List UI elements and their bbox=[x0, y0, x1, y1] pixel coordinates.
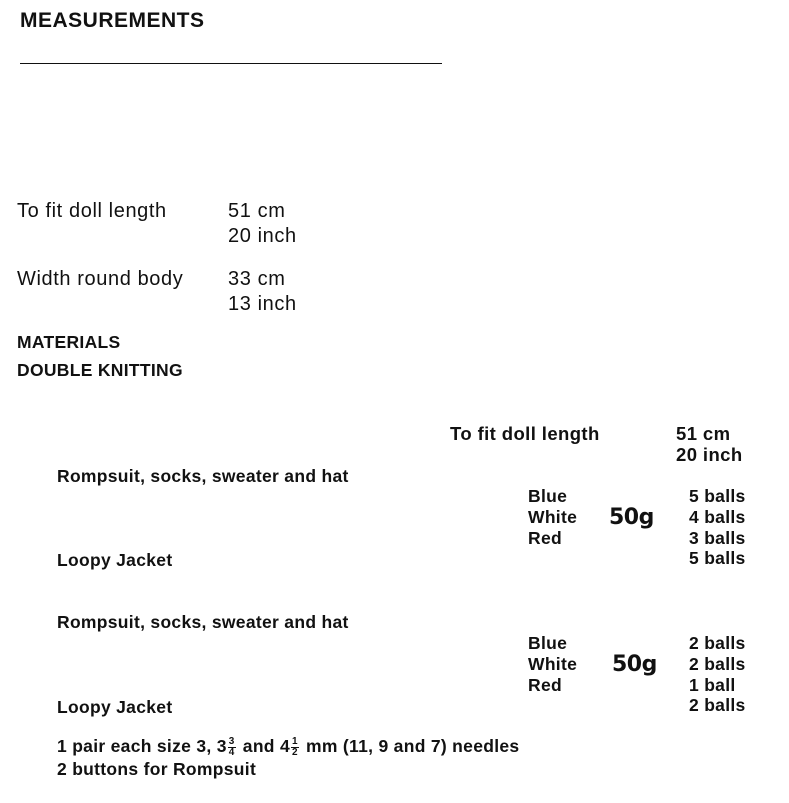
group-2-colour-blue: Blue bbox=[528, 633, 568, 653]
fraction-1-denominator: 4 bbox=[228, 746, 235, 758]
width-inch: 13 inch bbox=[228, 293, 297, 315]
group-1-colour-red: Red bbox=[528, 528, 562, 548]
group-1-qty-white: 4 balls bbox=[689, 507, 746, 527]
group-2-qty-blue: 2 balls bbox=[689, 633, 746, 653]
group-1-colours bbox=[528, 486, 577, 549]
doll-length-values bbox=[228, 199, 297, 249]
width-values bbox=[228, 267, 297, 317]
group-2-extra-qty: 2 balls bbox=[689, 695, 746, 715]
group-2-extra-item: Loopy Jacket bbox=[57, 697, 173, 717]
group-1-colour-blue: Blue bbox=[528, 486, 568, 506]
group-2-weight: 50g bbox=[612, 652, 657, 677]
needles-suffix: mm (11, 9 and 7) needles bbox=[306, 736, 520, 756]
group-1-quantities bbox=[689, 486, 746, 549]
table-doll-length-cm: 51 cm bbox=[676, 423, 731, 444]
fraction-1-numerator: 3 bbox=[228, 735, 235, 747]
group-1-colour-white: White bbox=[528, 507, 578, 527]
group-1-qty-red: 3 balls bbox=[689, 528, 746, 548]
group-2-colour-white: White bbox=[528, 654, 578, 674]
needles-middle: and 4 bbox=[242, 736, 290, 756]
fraction-three-quarters bbox=[228, 737, 236, 758]
doll-length-cm: 51 cm bbox=[228, 200, 286, 222]
page-title: MEASUREMENTS bbox=[20, 9, 205, 32]
group-2-qty-red: 1 ball bbox=[689, 675, 736, 695]
width-label: Width round body bbox=[17, 268, 184, 290]
group-1-extra-item: Loopy Jacket bbox=[57, 550, 173, 570]
group-2-qty-white: 2 balls bbox=[689, 654, 746, 674]
group-2-item: Rompsuit, socks, sweater and hat bbox=[57, 612, 349, 632]
group-1-qty-blue: 5 balls bbox=[689, 486, 746, 506]
fraction-one-half bbox=[291, 737, 299, 758]
fraction-2-denominator: 2 bbox=[292, 746, 298, 758]
table-doll-length-inch: 20 inch bbox=[676, 444, 743, 465]
group-2-quantities bbox=[689, 633, 746, 696]
group-2-colour-red: Red bbox=[528, 675, 562, 695]
table-doll-length-label: To fit doll length bbox=[450, 423, 600, 444]
buttons-line: 2 buttons for Rompsuit bbox=[57, 759, 257, 779]
double-knitting-heading: DOUBLE KNITTING bbox=[17, 360, 183, 380]
group-1-extra-qty: 5 balls bbox=[689, 548, 746, 568]
needles-prefix: 1 pair each size 3, 3 bbox=[57, 736, 227, 756]
fraction-2-numerator: 1 bbox=[292, 735, 298, 747]
group-1-item: Rompsuit, socks, sweater and hat bbox=[57, 466, 349, 486]
doll-length-label: To fit doll length bbox=[17, 200, 167, 222]
needles-line bbox=[57, 736, 519, 758]
group-1-weight: 50g bbox=[609, 505, 654, 530]
table-doll-length-values bbox=[676, 423, 743, 465]
width-cm: 33 cm bbox=[228, 268, 286, 290]
doll-length-inch: 20 inch bbox=[228, 225, 297, 247]
group-2-colours bbox=[528, 633, 577, 696]
materials-heading: MATERIALS bbox=[17, 332, 121, 352]
title-underline bbox=[20, 63, 442, 64]
